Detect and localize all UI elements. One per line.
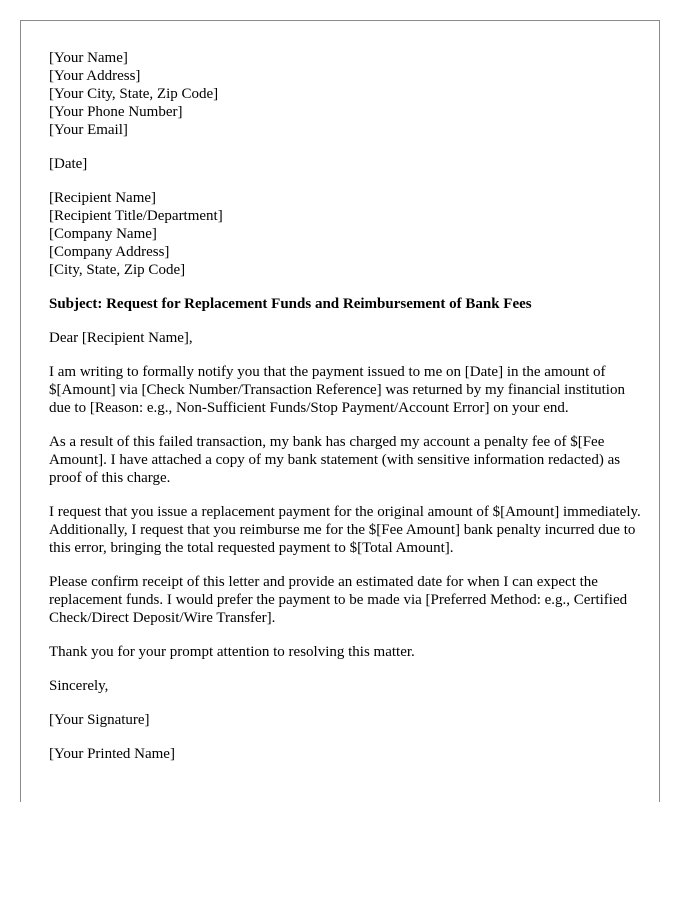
letter-subject: Subject: Request for Replacement Funds and Reimbursement of Bank Fees [49,296,532,312]
letter-page [20,20,660,802]
sender-address: [Your Address] [49,68,141,84]
date-block [49,155,649,173]
body-paragraph-1: I am writing to formally notify you that the payment issued to me on [Date] in the amount of $[Amount] via [Check Number/Transaction Reference] was returned by my financial institution due to [Reason: e.g., Non-Sufficient Funds/Stop Payment/Account Error] on your end. [49,364,625,416]
sender-phone: [Your Phone Number] [49,104,183,120]
salutation: Dear [Recipient Name], [49,330,193,346]
recipient-title-department: [Recipient Title/Department] [49,208,223,224]
body-paragraph-2: As a result of this failed transaction, my bank has charged my account a penalty fee of $[Fee Amount]. I have attached a copy of my bank statement (with sensitive information redacted) as proof of this charge. [49,434,621,486]
recipient-company-name: [Company Name] [49,226,157,242]
sender-city-state-zip: [Your City, State, Zip Code] [49,86,219,102]
sender-email: [Your Email] [49,122,128,138]
body-paragraph-5: Thank you for your prompt attention to resolving this matter. [49,644,415,660]
letter-content [49,49,649,779]
signature: [Your Signature] [49,712,150,728]
closing: Sincerely, [49,678,109,694]
printed-name: [Your Printed Name] [49,746,175,762]
letter-date: [Date] [49,156,88,172]
recipient-name: [Recipient Name] [49,190,157,206]
sender-name: [Your Name] [49,50,128,66]
recipient-city-state-zip: [City, State, Zip Code] [49,262,186,278]
recipient-company-address: [Company Address] [49,244,170,260]
sender-block [49,49,649,139]
body-paragraph-3: I request that you issue a replacement payment for the original amount of $[Amount] immediately. Additionally, I request that you reimburse me for the $[Fee Amount] bank penalty incurred due to this error, bringing the total requested payment to $[Total Amount]. [49,504,641,556]
recipient-block [49,189,649,279]
body-paragraph-4: Please confirm receipt of this letter and provide an estimated date for when I can expect the replacement funds. I would prefer the payment to be made via [Preferred Method: e.g., Certified Check/Direct Deposit/Wire Transfer]. [49,574,628,626]
